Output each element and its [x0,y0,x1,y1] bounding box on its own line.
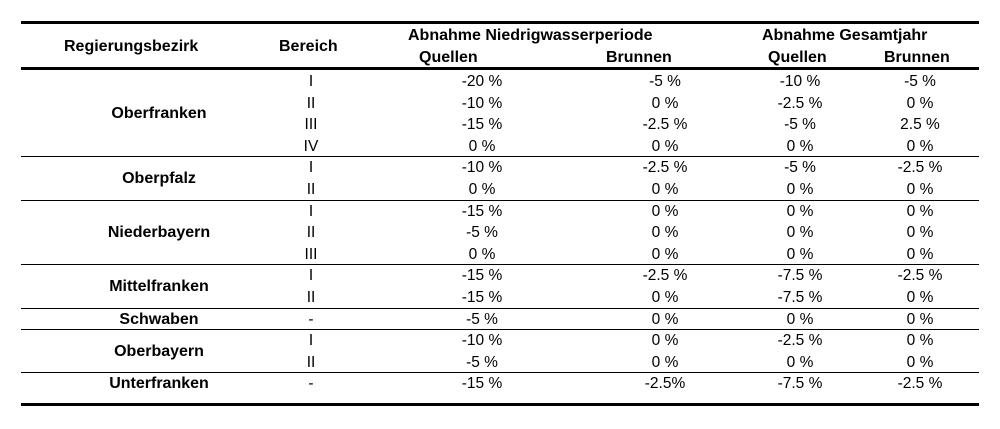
bottom-rule [21,403,979,406]
cell-bg: -2.5 % [897,159,943,177]
cell-bn: 0 % [651,353,679,371]
header-quellen-niedrig: Quellen [419,49,478,66]
cell-qg: 0 % [786,137,814,155]
cell-bn: 0 % [651,181,679,198]
cell-bg: 0 % [906,289,934,306]
cell-qn: -20 % [461,73,503,90]
group-divider [21,200,979,201]
group-divider [21,308,979,309]
cell-qn: -15 % [461,267,503,285]
cell-qn: -15 % [461,375,503,393]
cell-qg: -2.5 % [777,332,823,350]
header-regierungsbezirk: Regierungsbezirk [64,38,199,55]
cell-qg: -5 % [784,116,816,134]
region-name: Niederbayern [107,224,211,242]
header-brunnen-niedrig: Brunnen [606,49,672,66]
header-brunnen-gesamt: Brunnen [884,49,950,66]
cell-bereich: III [304,245,318,263]
cell-qg: 0 % [786,245,814,263]
cell-bereich: I [308,332,314,350]
cell-bn: -2.5 % [642,116,688,134]
cell-qn: 0 % [468,181,496,198]
cell-bg: -2.5 % [897,375,943,393]
region-name: Schwaben [119,310,199,328]
cell-bereich: II [306,224,316,242]
cell-bereich: II [306,181,316,198]
cell-qg: 0 % [786,310,814,328]
cell-bg: -5 % [904,73,936,90]
cell-bn: 0 % [651,245,679,263]
cell-bg: 0 % [906,245,934,263]
top-rule [21,21,979,24]
region-name: Oberbayern [114,343,204,360]
region-name: Mittelfranken [109,278,209,296]
cell-bereich: IV [303,137,319,155]
cell-bg: 0 % [906,310,934,328]
cell-bereich: I [308,267,314,285]
cell-bn: 0 % [651,310,679,328]
region-name: Oberfranken [111,105,207,123]
cell-bereich: I [308,159,314,177]
cell-qg: 0 % [786,181,814,198]
cell-bereich: - [308,375,314,393]
cell-bereich: I [308,73,314,90]
cell-bn: -2.5% [644,375,686,393]
cell-qn: -10 % [461,159,503,177]
cell-bereich: II [306,94,316,112]
cell-bg: 0 % [906,94,934,112]
cell-bg: 0 % [906,181,934,198]
group-divider [21,264,979,265]
group-divider [21,329,979,330]
group-divider [21,372,979,373]
cell-qn: 0 % [468,245,496,263]
cell-qn: -5 % [466,310,498,328]
cell-qg: 0 % [786,353,814,371]
header-group-niedrigwasserperiode: Abnahme Niedrigwasserperiode [408,27,653,44]
cell-qg: 0 % [786,224,814,242]
cell-qg: -7.5 % [777,289,823,306]
cell-bn: 0 % [651,94,679,112]
cell-bn: -2.5 % [642,267,688,285]
cell-qn: -10 % [461,94,503,112]
cell-bereich: III [304,116,318,134]
cell-bn: 0 % [651,202,679,220]
cell-qg: -10 % [779,73,821,90]
region-name: Unterfranken [109,375,209,393]
cell-bg: 0 % [906,224,934,242]
cell-qg: -7.5 % [777,267,823,285]
cell-bg: 0 % [906,353,934,371]
cell-qn: 0 % [468,137,496,155]
cell-qg: 0 % [786,202,814,220]
cell-bg: 0 % [906,332,934,350]
cell-bn: 0 % [651,332,679,350]
cell-bn: -5 % [649,73,681,90]
cell-qg: -2.5 % [777,94,823,112]
cell-bg: -2.5 % [897,267,943,285]
header-quellen-gesamt: Quellen [768,49,827,66]
cell-bg: 2.5 % [900,116,940,134]
cell-bereich: I [308,202,314,220]
cell-bg: 0 % [906,137,934,155]
cell-bereich: II [306,289,316,306]
cell-qg: -5 % [784,159,816,177]
cell-bn: -2.5 % [642,159,688,177]
cell-bg: 0 % [906,202,934,220]
header-group-gesamtjahr: Abnahme Gesamtjahr [762,27,928,44]
region-name: Oberpfalz [122,170,196,188]
cell-bereich: - [308,310,314,328]
cell-bereich: II [306,353,316,371]
cell-qn: -15 % [461,116,503,134]
header-bereich: Bereich [279,38,338,55]
cell-bn: 0 % [651,289,679,306]
cell-qn: -5 % [466,353,498,371]
cell-bn: 0 % [651,137,679,155]
cell-qn: -10 % [461,332,503,350]
group-divider [21,156,979,157]
header-rule [21,67,979,70]
cell-qg: -7.5 % [777,375,823,393]
cell-qn: -15 % [461,289,503,306]
cell-bn: 0 % [651,224,679,242]
cell-qn: -15 % [461,202,503,220]
cell-qn: -5 % [466,224,498,242]
